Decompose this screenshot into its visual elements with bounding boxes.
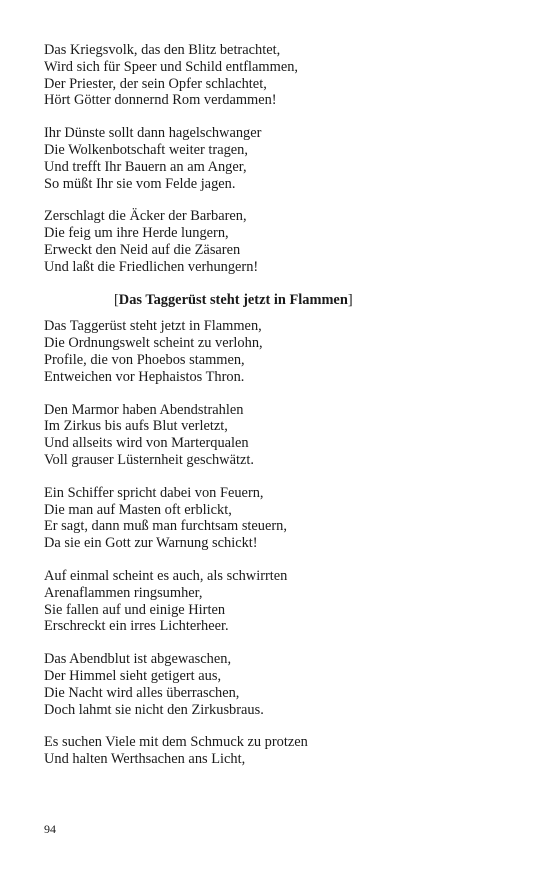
stanza bbox=[44, 208, 504, 275]
verse-line: Erweckt den Neid auf die Zäsaren bbox=[44, 241, 241, 258]
poem-heading bbox=[114, 292, 504, 309]
verse-line: Den Marmor haben Abendstrahlen bbox=[44, 401, 244, 418]
verse-line: Sie fallen auf und einige Hirten bbox=[44, 601, 226, 618]
page-number: 94 bbox=[44, 822, 56, 836]
verse-line: Das Kriegsvolk, das den Blitz betrachtet, bbox=[44, 42, 281, 58]
stanza bbox=[44, 42, 504, 109]
verse-line: Er sagt, dann muß man furchtsam steuern, bbox=[44, 518, 287, 535]
verse-line: Im Zirkus bis aufs Blut verletzt, bbox=[44, 418, 228, 435]
verse-line: Es suchen Viele mit dem Schmuck zu protzen bbox=[44, 734, 308, 751]
verse-line: Und laßt die Friedlichen verhungern! bbox=[44, 258, 259, 275]
verse-line: Zerschlagt die Äcker der Barbaren, bbox=[44, 208, 247, 225]
heading-close-bracket: ] bbox=[347, 291, 353, 308]
verse-line: Profile, die von Phoebos stammen, bbox=[44, 351, 245, 368]
verse-line: Doch lahmt sie nicht den Zirkusbraus. bbox=[44, 701, 264, 718]
stanza bbox=[44, 402, 504, 469]
stanza bbox=[44, 318, 504, 385]
verse-line: Wird sich für Speer und Schild entflammen, bbox=[44, 58, 298, 75]
verse-line: Hört Götter donnernd Rom verdammen! bbox=[44, 92, 277, 109]
verse-line: Die Ordnungswelt scheint zu verlohn, bbox=[44, 335, 263, 352]
verse-line: Ihr Dünste sollt dann hagelschwanger bbox=[44, 125, 262, 142]
verse-line: Das Taggerüst steht jetzt in Flammen, bbox=[44, 318, 262, 335]
verse-line: Der Priester, der sein Opfer schlachtet, bbox=[44, 75, 267, 92]
verse-line: Da sie ein Gott zur Warnung schickt! bbox=[44, 535, 258, 552]
verse-line: Die Wolkenbotschaft weiter tragen, bbox=[44, 141, 248, 158]
stanza bbox=[44, 568, 504, 635]
verse-line: Die feig um ihre Herde lungern, bbox=[44, 225, 229, 242]
verse-line: So müßt Ihr sie vom Felde jagen. bbox=[44, 175, 236, 192]
verse-line: Die Nacht wird alles überraschen, bbox=[44, 684, 240, 701]
poem-page bbox=[44, 42, 504, 784]
verse-line: Und halten Werthsachen ans Licht, bbox=[44, 751, 246, 768]
stanza bbox=[44, 651, 504, 718]
verse-line: Der Himmel sieht getigert aus, bbox=[44, 667, 222, 684]
verse-line: Und allseits wird von Marterqualen bbox=[44, 435, 249, 452]
stanza bbox=[44, 734, 504, 768]
verse-line: Entweichen vor Hephaistos Thron. bbox=[44, 368, 245, 385]
verse-line: Das Abendblut ist abgewaschen, bbox=[44, 651, 232, 668]
stanza bbox=[44, 125, 504, 192]
verse-line: Voll grauser Lüsternheit geschwätzt. bbox=[44, 451, 254, 468]
heading-title: Das Taggerüst steht jetzt in Flammen bbox=[118, 291, 348, 308]
verse-line: Auf einmal scheint es auch, als schwirrten bbox=[44, 567, 288, 584]
verse-line: Arenaflammen ringsumher, bbox=[44, 584, 203, 601]
heading-open-bracket: [ bbox=[114, 291, 119, 308]
verse-line: Die man auf Masten oft erblickt, bbox=[44, 501, 232, 518]
verse-line: Ein Schiffer spricht dabei von Feuern, bbox=[44, 484, 264, 501]
verse-line: Erschreckt ein irres Lichterheer. bbox=[44, 618, 229, 635]
verse-line: Und trefft Ihr Bauern an am Anger, bbox=[44, 158, 247, 175]
stanza bbox=[44, 485, 504, 552]
